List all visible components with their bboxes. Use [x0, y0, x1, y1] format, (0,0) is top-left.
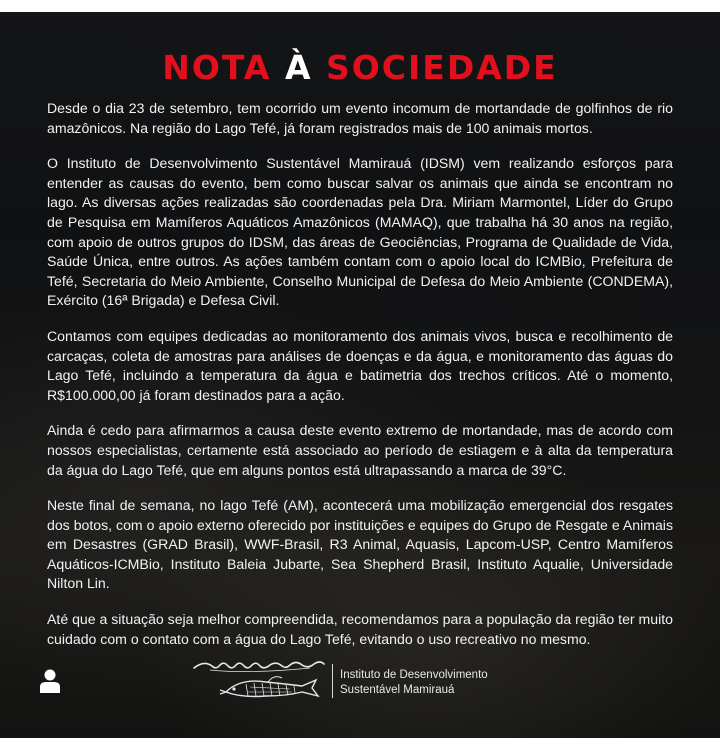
paragraph-6: Até que a situação seja melhor compreendida, recomendamos para a população da região ter muito cuidado com o contato com a água do Lago Tefé, evitando o uso recreativo no mesmo. — [47, 611, 673, 647]
top-bar — [0, 0, 720, 12]
note-body — [47, 99, 673, 665]
org-name-line-2: Sustentável Mamirauá — [340, 684, 455, 696]
paragraph-2: O Instituto de Desenvolvimento Sustentável Mamirauá (IDSM) vem realizando esforços para entender as causas do evento, bem como buscar salvar os animais que ainda se encontram no lago. As diversas ações realizadas são coordenadas pela Dra. Miriam Marmontel, Líder do Grupo de Pesquisa em Mamíferos Aquáticos Amazônicos (MAMAQ), que trabalha há 30 anos na região, com apoio de outros grupos do IDSM, das áreas de Geociências, Programa de Qualidade de Vida, Saúde Única, entre outros. As ações também contam com o apoio local do ICMBio, Prefeitura de Tefé, Secretaria do Meio Ambiente, Conselho Municipal de Defesa do Meio Ambiente (CONDEMA), Exército (16ª Brigada) e Defesa Civil. — [47, 155, 673, 309]
page-title — [0, 48, 720, 87]
org-name-line-1: Instituto de Desenvolvimento — [340, 669, 488, 681]
paragraph-1: Desde o dia 23 de setembro, tem ocorrido um evento incomum de mortandade de golfinhos de rio amazônicos. Na região do Lago Tefé, já foram registrados mais de 100 animais mortos. — [47, 100, 673, 136]
footer-divider — [332, 664, 333, 698]
paragraph-4: Ainda é cedo para afirmarmos a causa deste evento extremo de mortandade, mas de acordo com nossos especialistas, certamente está associado ao período de estiagem e à alta da temperatura da água do Lago Tefé, que em alguns pontos está ultrapassando a marca de 39°C. — [47, 422, 673, 478]
footer-org-name — [340, 668, 488, 698]
paragraph-5: Neste final de semana, no lago Tefé (AM), acontecerá uma mobilização emergencial dos resgates dos botos, com o apoio externo oferecido por instituições e equipes do Grupo de Resgate e Animais em Desastres (GRAD Brasil), WWF-Brasil, R3 Animal, Aquasis, Lapcom-USP, Centro Mamíferos Aquáticos-ICMBio, Instituto Baleia Jubarte, Sea Shepherd Brasil, Instituto Aqualie, Universidade Nilton Lin. — [47, 497, 673, 592]
paragraph-3: Contamos com equipes dedicadas ao monitoramento dos animais vivos, busca e recolhimento de carcaças, coleta de amostras para análises de doenças e da água, e monitoramento das águas do Lago Tefé, incluindo a temperatura da água e batimetria dos trechos críticos. Até o momento, R$100.000,00 já foram destinados para a ação. — [47, 327, 673, 403]
title-word-sociedade: SOCIEDADE — [325, 48, 558, 87]
user-icon[interactable] — [38, 668, 62, 694]
mamiraua-logo-icon — [190, 656, 330, 704]
bottom-bar — [0, 738, 720, 746]
title-word-nota: NOTA — [162, 48, 272, 87]
title-word-a: À — [284, 48, 313, 87]
